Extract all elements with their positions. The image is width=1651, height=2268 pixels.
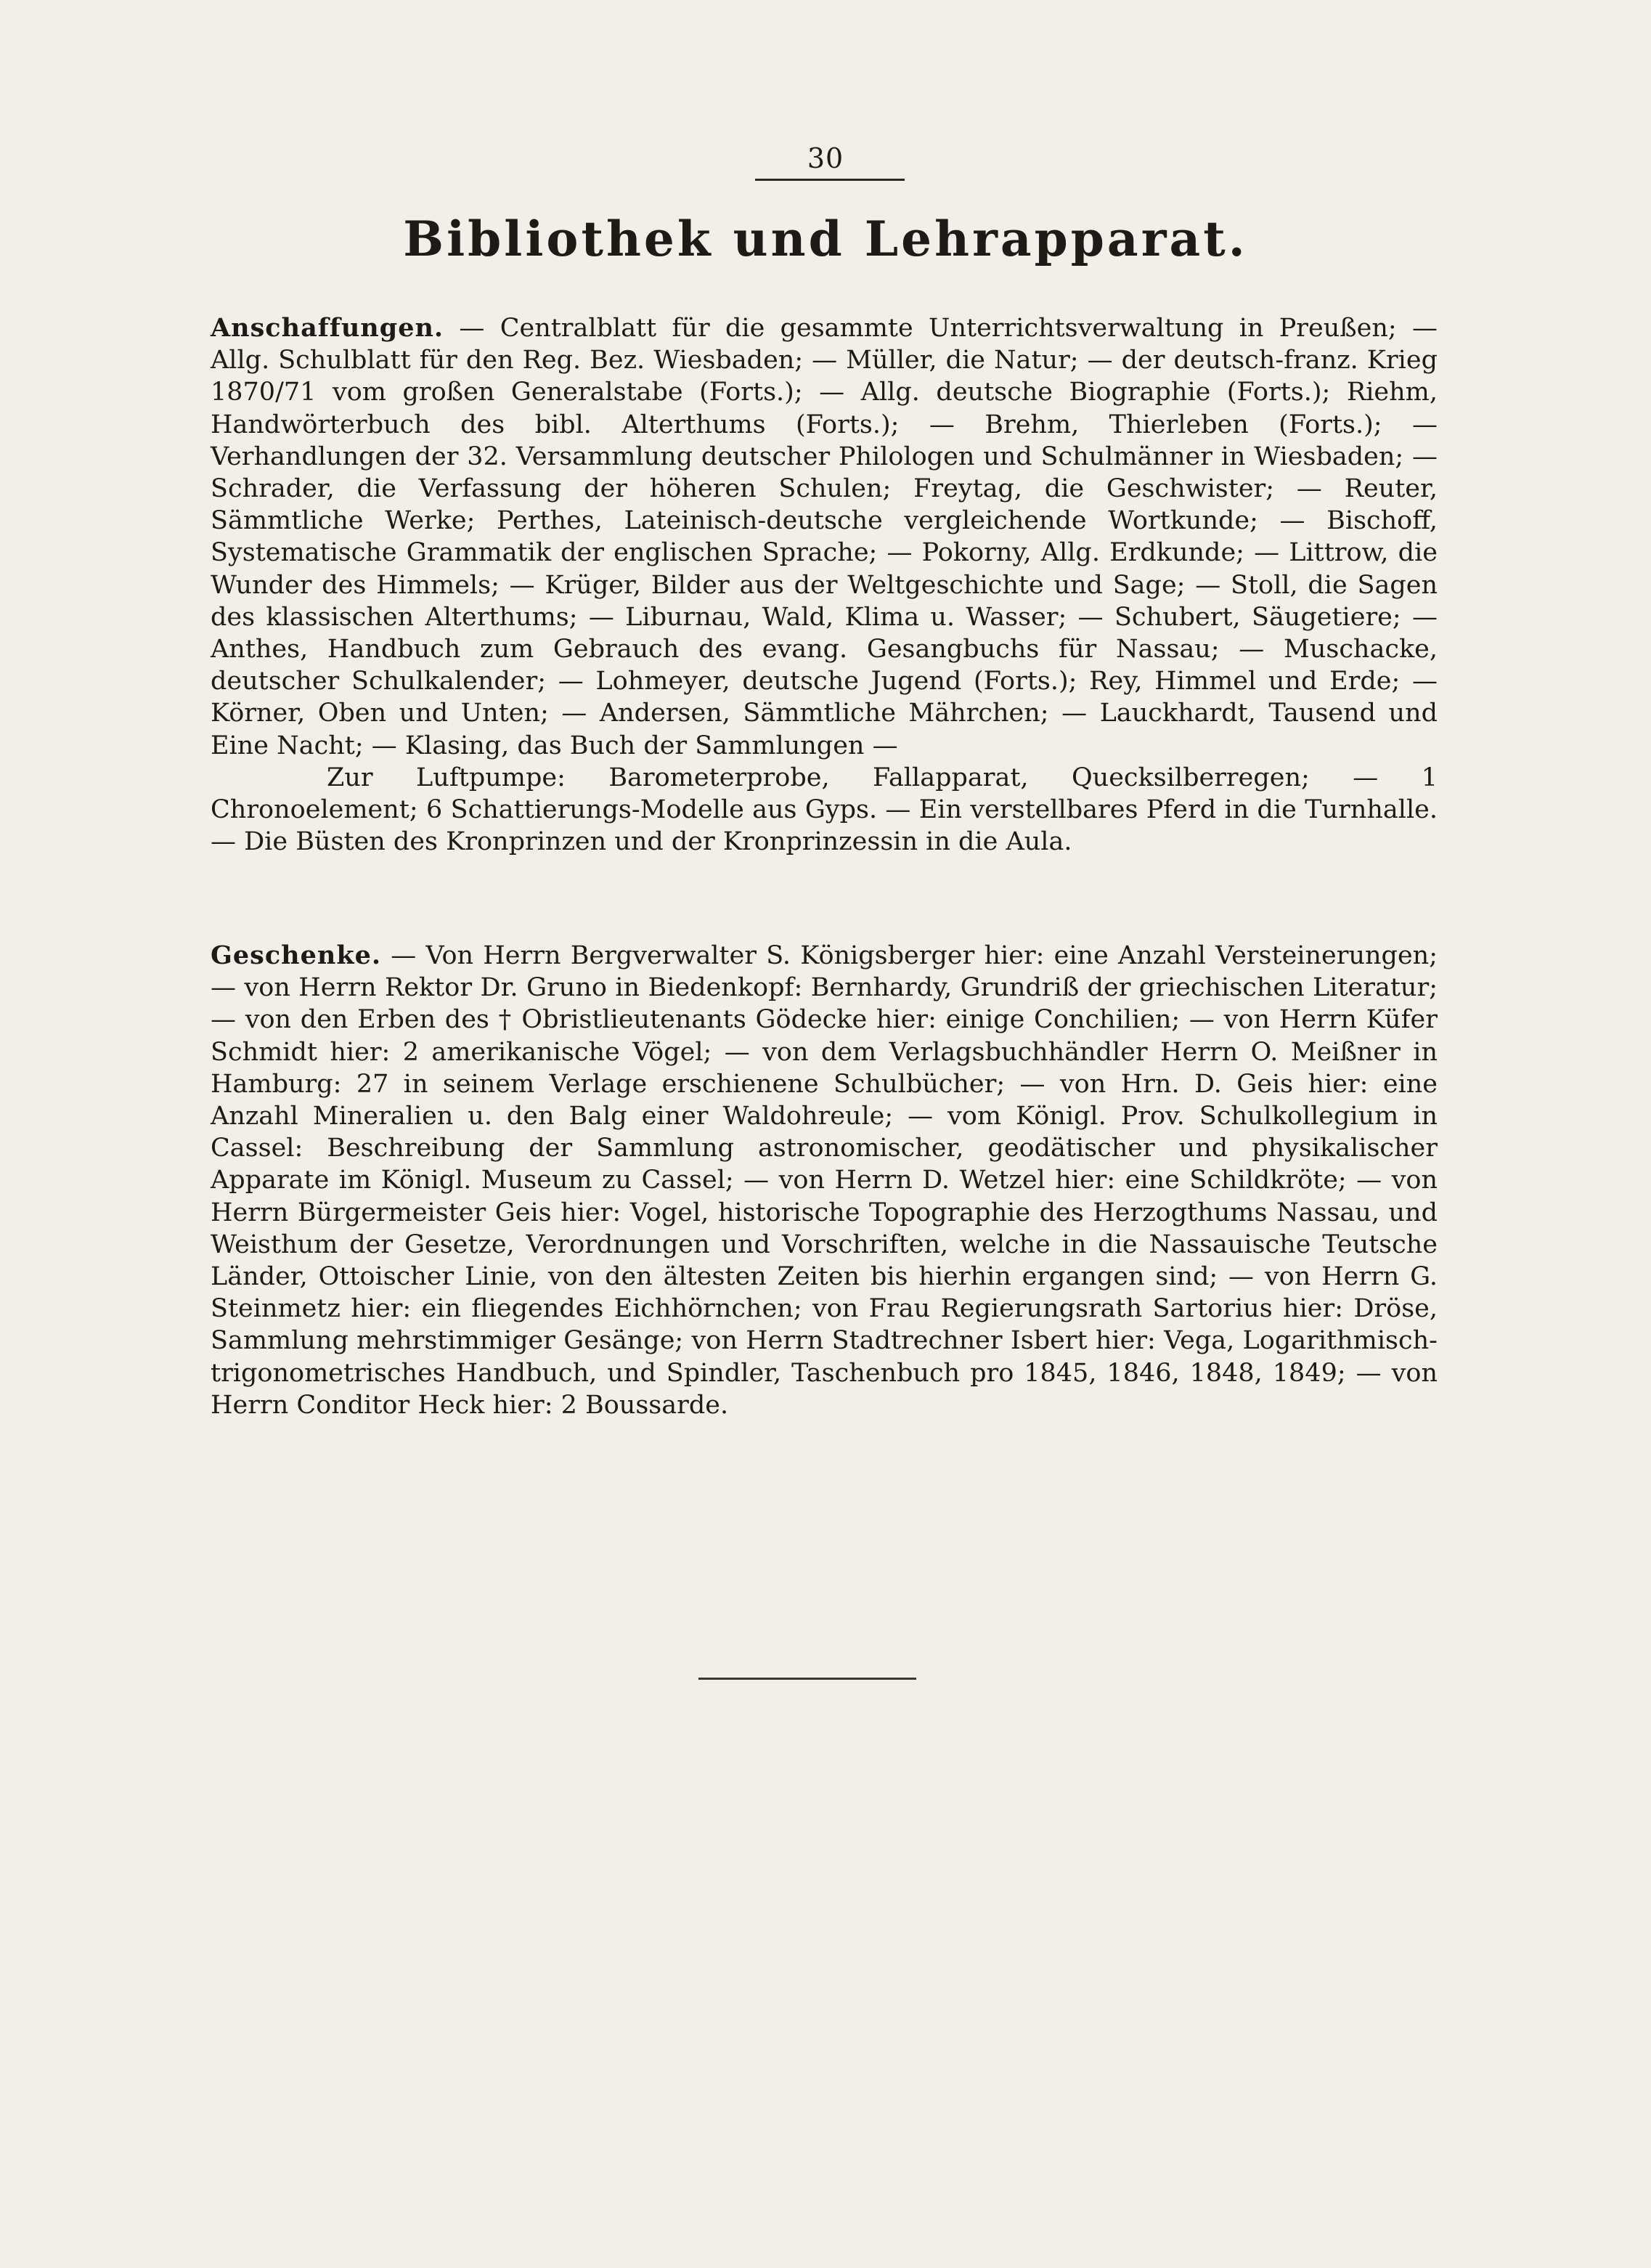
- acquisitions-section: [211, 312, 1438, 858]
- gifts-paragraph: [211, 940, 1438, 1421]
- acquisitions-paragraph: [211, 312, 1438, 762]
- page-number: 30: [807, 142, 844, 174]
- closing-rule: [698, 1678, 916, 1680]
- acquisitions-text: — Centralblatt für die gesammte Unterrichtsverwaltung in Preußen; — Allg. Schulblatt für den Reg. Bez. Wiesbaden; — Müller, die Natur; — der deutsch-franz. Krieg 1870/71 vom großen Generalstabe (Forts.); — Allg. deutsche Biographie (Forts.); Riehm, Handwörterbuch des bibl. Alterthums (Forts.); — Brehm, Thierleben (Forts.); — Verhandlungen der 32. Versammlung deutscher Philologen und Schulmänner in Wiesbaden; — Schrader, die Verfassung der höheren Schulen; Freytag, die Geschwister; — Reuter, Sämmtliche Werke; Perthes, Lateinisch-deutsche vergleichende Wortkunde; — Bischoff, Systematische Grammatik der englischen Sprache; — Pokorny, Allg. Erdkunde; — Littrow, die Wunder des Himmels; — Krüger, Bilder aus der Weltgeschichte und Sage; — Stoll, die Sagen des klassischen Alterthums; — Liburnau, Wald, Klima u. Wasser; — Schubert, Säugetiere; — Anthes, Handbuch zum Gebrauch des evang. Gesangbuchs für Nassau; — Muschacke, deutscher Schulkalender; — Lohmeyer, deutsche Jugend (Forts.); Rey, Himmel und Erde; — Körner, Oben und Unten; — Andersen, Sämmtliche Mährchen; — Lauckhardt, Tausend und Eine Nacht; — Klasing, das Buch der Sammlungen —: [211, 314, 1438, 760]
- gifts-text: — Von Herrn Bergverwalter S. Königsberger hier: eine Anzahl Versteinerungen; — von Herrn Rektor Dr. Gruno in Biedenkopf: Bernhardy, Grundriß der griechischen Literatur; — von den Erben des † Obristlieutenants Gödecke hier: einige Conchilien; — von Herrn Küfer Schmidt hier: 2 amerikanische Vögel; — von dem Verlagsbuchhändler Herrn O. Meißner in Hamburg: 27 in seinem Verlage erschienene Schulbücher; — von Hrn. D. Geis hier: eine Anzahl Mineralien u. den Balg einer Waldohreule; — vom Königl. Prov. Schulkollegium in Cassel: Beschreibung der Sammlung astronomischer, geodätischer und physikalischer Apparate im Königl. Museum zu Cassel; — von Herrn D. Wetzel hier: eine Schildkröte; — von Herrn Bürgermeister Geis hier: Vogel, historische Topographie des Herzogthums Nassau, und Weisthum der Gesetze, Verordnungen und Vorschriften, welche in die Nassauische Teutsche Länder, Ottoischer Linie, von den ältesten Zeiten bis hierhin ergangen sind; — von Herrn G. Steinmetz hier: ein fliegendes Eichhörnchen; von Frau Regierungsrath Sartorius hier: Dröse, Sammlung mehrstimmiger Gesänge; von Herrn Stadtrechner Isbert hier: Vega, Logarithmisch-trigonometrisches Handbuch, und Spindler, Taschenbuch pro 1845, 1846, 1848, 1849; — von Herrn Conditor Heck hier: 2 Boussarde.: [211, 941, 1438, 1420]
- gifts-section: [211, 940, 1438, 1421]
- page-number-rule: [755, 179, 905, 181]
- section-title: Bibliothek und Lehrapparat.: [403, 211, 1248, 267]
- gifts-heading: Geschenke.: [211, 940, 382, 970]
- apparatus-paragraph: Zur Luftpumpe: Barometerprobe, Fallapparat, Quecksilberregen; — 1 Chronoelement; 6 Schattierungs-Modelle aus Gyps. — Ein verstellbares Pferd in die Turnhalle. — Die Büsten des Kronprinzen und der Kronprinzessin in die Aula.: [211, 763, 1438, 857]
- acquisitions-heading: Anschaffungen.: [211, 313, 444, 343]
